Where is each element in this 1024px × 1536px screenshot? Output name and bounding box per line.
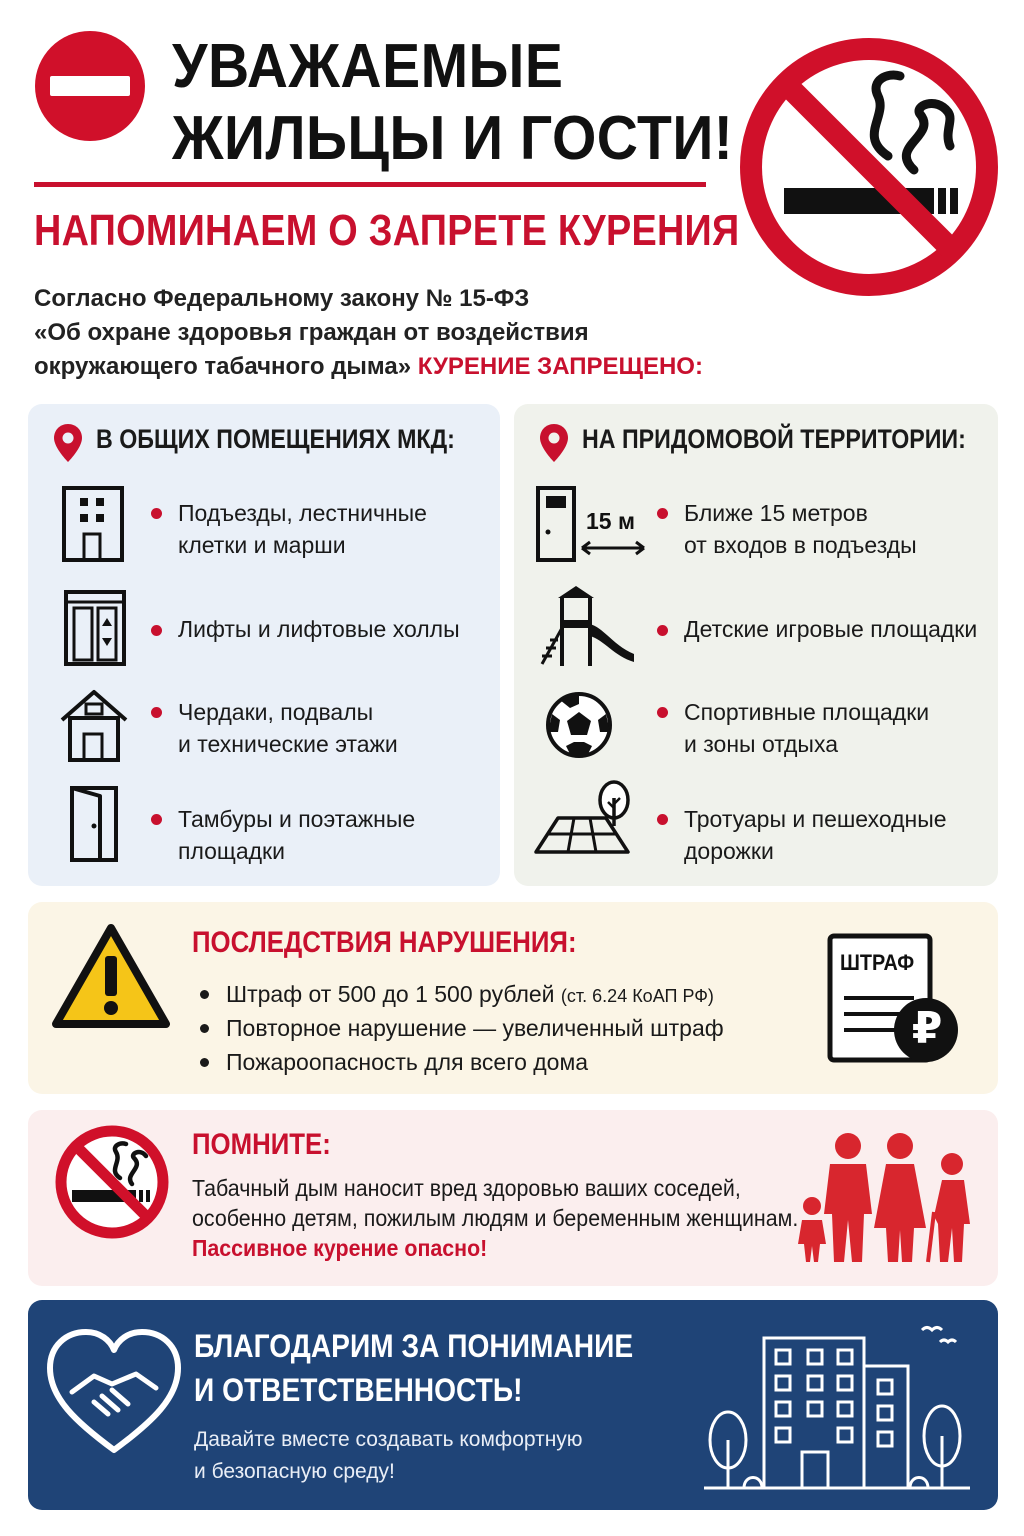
soccer-ball-icon bbox=[544, 690, 614, 760]
playground-icon bbox=[534, 584, 638, 668]
apartment-building-icon bbox=[58, 486, 130, 564]
no-entry-icon bbox=[34, 30, 146, 142]
list-bullet bbox=[151, 508, 162, 519]
outdoor-item-4-line-1: Тротуары и пешеходные bbox=[684, 806, 947, 832]
open-door-icon bbox=[60, 786, 132, 864]
list-bullet bbox=[151, 625, 162, 636]
outdoor-item-3-line-2: и зоны отдыха bbox=[684, 731, 838, 757]
law-reference: (ст. 6.24 КоАП РФ) bbox=[560, 986, 714, 1006]
intro-line-3-text: окружающего табачного дыма» bbox=[34, 353, 412, 380]
indoor-item-2-line-1: Лифты и лифтовые холлы bbox=[178, 616, 460, 642]
thanks-heading-line-2: И ОТВЕТСТВЕННОСТЬ! bbox=[194, 1372, 523, 1408]
indoor-item-1-line-2: клетки и марши bbox=[178, 532, 346, 558]
distance-label: 15 м bbox=[586, 508, 635, 534]
list-bullet bbox=[151, 707, 162, 718]
fine-amount-text: Штраф от 500 до 1 500 рублей bbox=[226, 981, 555, 1007]
warning-icon bbox=[50, 922, 172, 1030]
indoor-item-3-line-2: и технические этажи bbox=[178, 731, 398, 757]
fine-document-icon bbox=[826, 932, 962, 1066]
consequence-item-1 bbox=[226, 978, 714, 1012]
list-bullet bbox=[200, 1058, 209, 1067]
thanks-subtext-line-1: Давайте вместе создавать комфортную bbox=[194, 1428, 583, 1451]
remember-line-2: особенно детям, пожилым людям и беременным женщинам. bbox=[192, 1205, 799, 1231]
indoor-item-4-line-2: площадки bbox=[178, 838, 285, 864]
intro-line-3 bbox=[34, 350, 703, 384]
intro-line-2: «Об охране здоровья граждан от воздействия bbox=[34, 319, 589, 346]
outdoor-item-3-line-1: Спортивные площадки bbox=[684, 699, 930, 725]
list-bullet bbox=[151, 814, 162, 825]
indoor-item-1-line-1: Подъезды, лестничные bbox=[178, 500, 427, 526]
outdoor-item-1-line-1: Ближе 15 метров bbox=[684, 500, 868, 526]
indoor-item-4-line-1: Тамбуры и поэтажные bbox=[178, 806, 416, 832]
house-icon bbox=[58, 688, 130, 766]
list-bullet bbox=[657, 625, 668, 636]
outdoor-item-1-line-2: от входов в подъезды bbox=[684, 532, 917, 558]
elevator-icon bbox=[62, 590, 134, 668]
list-bullet bbox=[657, 508, 668, 519]
family-people-icon bbox=[796, 1132, 978, 1264]
consequence-item-3: Пожароопасность для всего дома bbox=[226, 1049, 589, 1075]
passive-smoking-warning: Пассивное курение опасно! bbox=[192, 1235, 488, 1261]
page-title-line-2: ЖИЛЬЦЫ И ГОСТИ! bbox=[172, 104, 734, 173]
list-bullet bbox=[200, 1024, 209, 1033]
consequences-heading: ПОСЛЕДСТВИЯ НАРУШЕНИЯ: bbox=[192, 926, 577, 959]
outdoor-item-2-line-1: Детские игровые площадки bbox=[684, 616, 978, 642]
no-smoking-icon bbox=[738, 36, 1000, 298]
remember-heading: ПОМНИТЕ: bbox=[192, 1128, 331, 1161]
smoking-prohibited-label: КУРЕНИЕ ЗАПРЕЩЕНО: bbox=[417, 353, 703, 380]
list-bullet bbox=[200, 990, 209, 999]
thanks-subtext-line-2: и безопасную среду! bbox=[194, 1460, 395, 1483]
page-title-line-1: УВАЖАЕМЫЕ bbox=[172, 32, 564, 101]
indoor-heading: В ОБЩИХ ПОМЕЩЕНИЯХ МКД: bbox=[96, 424, 455, 454]
remember-line-1: Табачный дым наносит вред здоровью ваших соседей, bbox=[192, 1175, 741, 1201]
location-pin-icon bbox=[54, 424, 82, 462]
no-smoking-icon bbox=[54, 1124, 170, 1240]
page-subtitle: НАПОМИНАЕМ О ЗАПРЕТЕ КУРЕНИЯ bbox=[34, 206, 740, 255]
fine-label: ШТРАФ bbox=[840, 950, 915, 975]
list-bullet bbox=[657, 814, 668, 825]
intro-line-1: Согласно Федеральному закону № 15-ФЗ bbox=[34, 285, 530, 312]
location-pin-icon bbox=[540, 424, 568, 462]
ruble-icon: ₽ bbox=[911, 1004, 943, 1053]
sidewalk-tree-icon bbox=[532, 778, 636, 858]
header-divider bbox=[34, 182, 706, 187]
apartment-building-icon bbox=[700, 1316, 974, 1492]
list-bullet bbox=[657, 707, 668, 718]
heart-handshake-icon bbox=[46, 1326, 182, 1458]
indoor-item-3-line-1: Чердаки, подвалы bbox=[178, 699, 374, 725]
outdoor-heading: НА ПРИДОМОВОЙ ТЕРРИТОРИИ: bbox=[582, 424, 966, 454]
thanks-heading-line-1: БЛАГОДАРИМ ЗА ПОНИМАНИЕ bbox=[194, 1328, 634, 1364]
consequence-item-2: Повторное нарушение — увеличенный штраф bbox=[226, 1015, 724, 1041]
outdoor-item-4-line-2: дорожки bbox=[684, 838, 774, 864]
